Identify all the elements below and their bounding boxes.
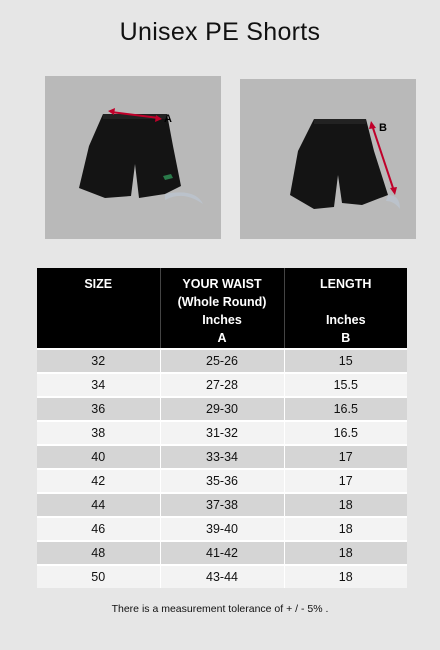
table-row — [37, 421, 407, 445]
cell-length: 18 — [284, 541, 407, 565]
cell-length: 17 — [284, 445, 407, 469]
cell-size: 46 — [37, 517, 160, 541]
cell-size: 42 — [37, 469, 160, 493]
cell-size: 48 — [37, 541, 160, 565]
cell-length: 17 — [284, 469, 407, 493]
shorts-silhouette-side — [290, 119, 388, 209]
table-row — [37, 445, 407, 469]
header-waist: YOUR WAIST (Whole Round) Inches A — [160, 268, 284, 349]
cell-waist: 31-32 — [160, 421, 284, 445]
table-row — [37, 493, 407, 517]
header-size: SIZE — [37, 268, 160, 349]
cell-size: 32 — [37, 349, 160, 373]
cell-length: 16.5 — [284, 397, 407, 421]
cell-waist: 29-30 — [160, 397, 284, 421]
cell-length: 16.5 — [284, 421, 407, 445]
header-length: LENGTH Inches B — [284, 268, 407, 349]
cell-waist: 39-40 — [160, 517, 284, 541]
cell-waist: 35-36 — [160, 469, 284, 493]
size-chart-table — [37, 268, 407, 588]
cell-length: 18 — [284, 565, 407, 588]
shorts-front-photo — [45, 76, 221, 239]
table-header-row — [37, 268, 407, 349]
cell-waist: 37-38 — [160, 493, 284, 517]
table-row — [37, 565, 407, 588]
cell-waist: 27-28 — [160, 373, 284, 397]
table-row — [37, 517, 407, 541]
cell-length: 15 — [284, 349, 407, 373]
shorts-silhouette-front — [79, 114, 181, 198]
label-b: B — [379, 122, 387, 134]
cell-length: 15.5 — [284, 373, 407, 397]
page-title: Unisex PE Shorts — [119, 18, 321, 46]
cell-waist: 33-34 — [160, 445, 284, 469]
table-row — [37, 397, 407, 421]
cell-size: 50 — [37, 565, 160, 588]
table-row — [37, 373, 407, 397]
tolerance-note: There is a measurement tolerance of + / - 5% . — [111, 603, 329, 615]
cell-size: 34 — [37, 373, 160, 397]
cell-waist: 41-42 — [160, 541, 284, 565]
cell-size: 44 — [37, 493, 160, 517]
shorts-side-photo — [240, 79, 416, 239]
cell-size: 36 — [37, 397, 160, 421]
cell-waist: 25-26 — [160, 349, 284, 373]
table-row — [37, 349, 407, 373]
cell-size: 40 — [37, 445, 160, 469]
cell-length: 18 — [284, 517, 407, 541]
label-a: A — [164, 113, 172, 125]
table-row — [37, 541, 407, 565]
cell-size: 38 — [37, 421, 160, 445]
table-row — [37, 469, 407, 493]
cell-length: 18 — [284, 493, 407, 517]
cell-waist: 43-44 — [160, 565, 284, 588]
